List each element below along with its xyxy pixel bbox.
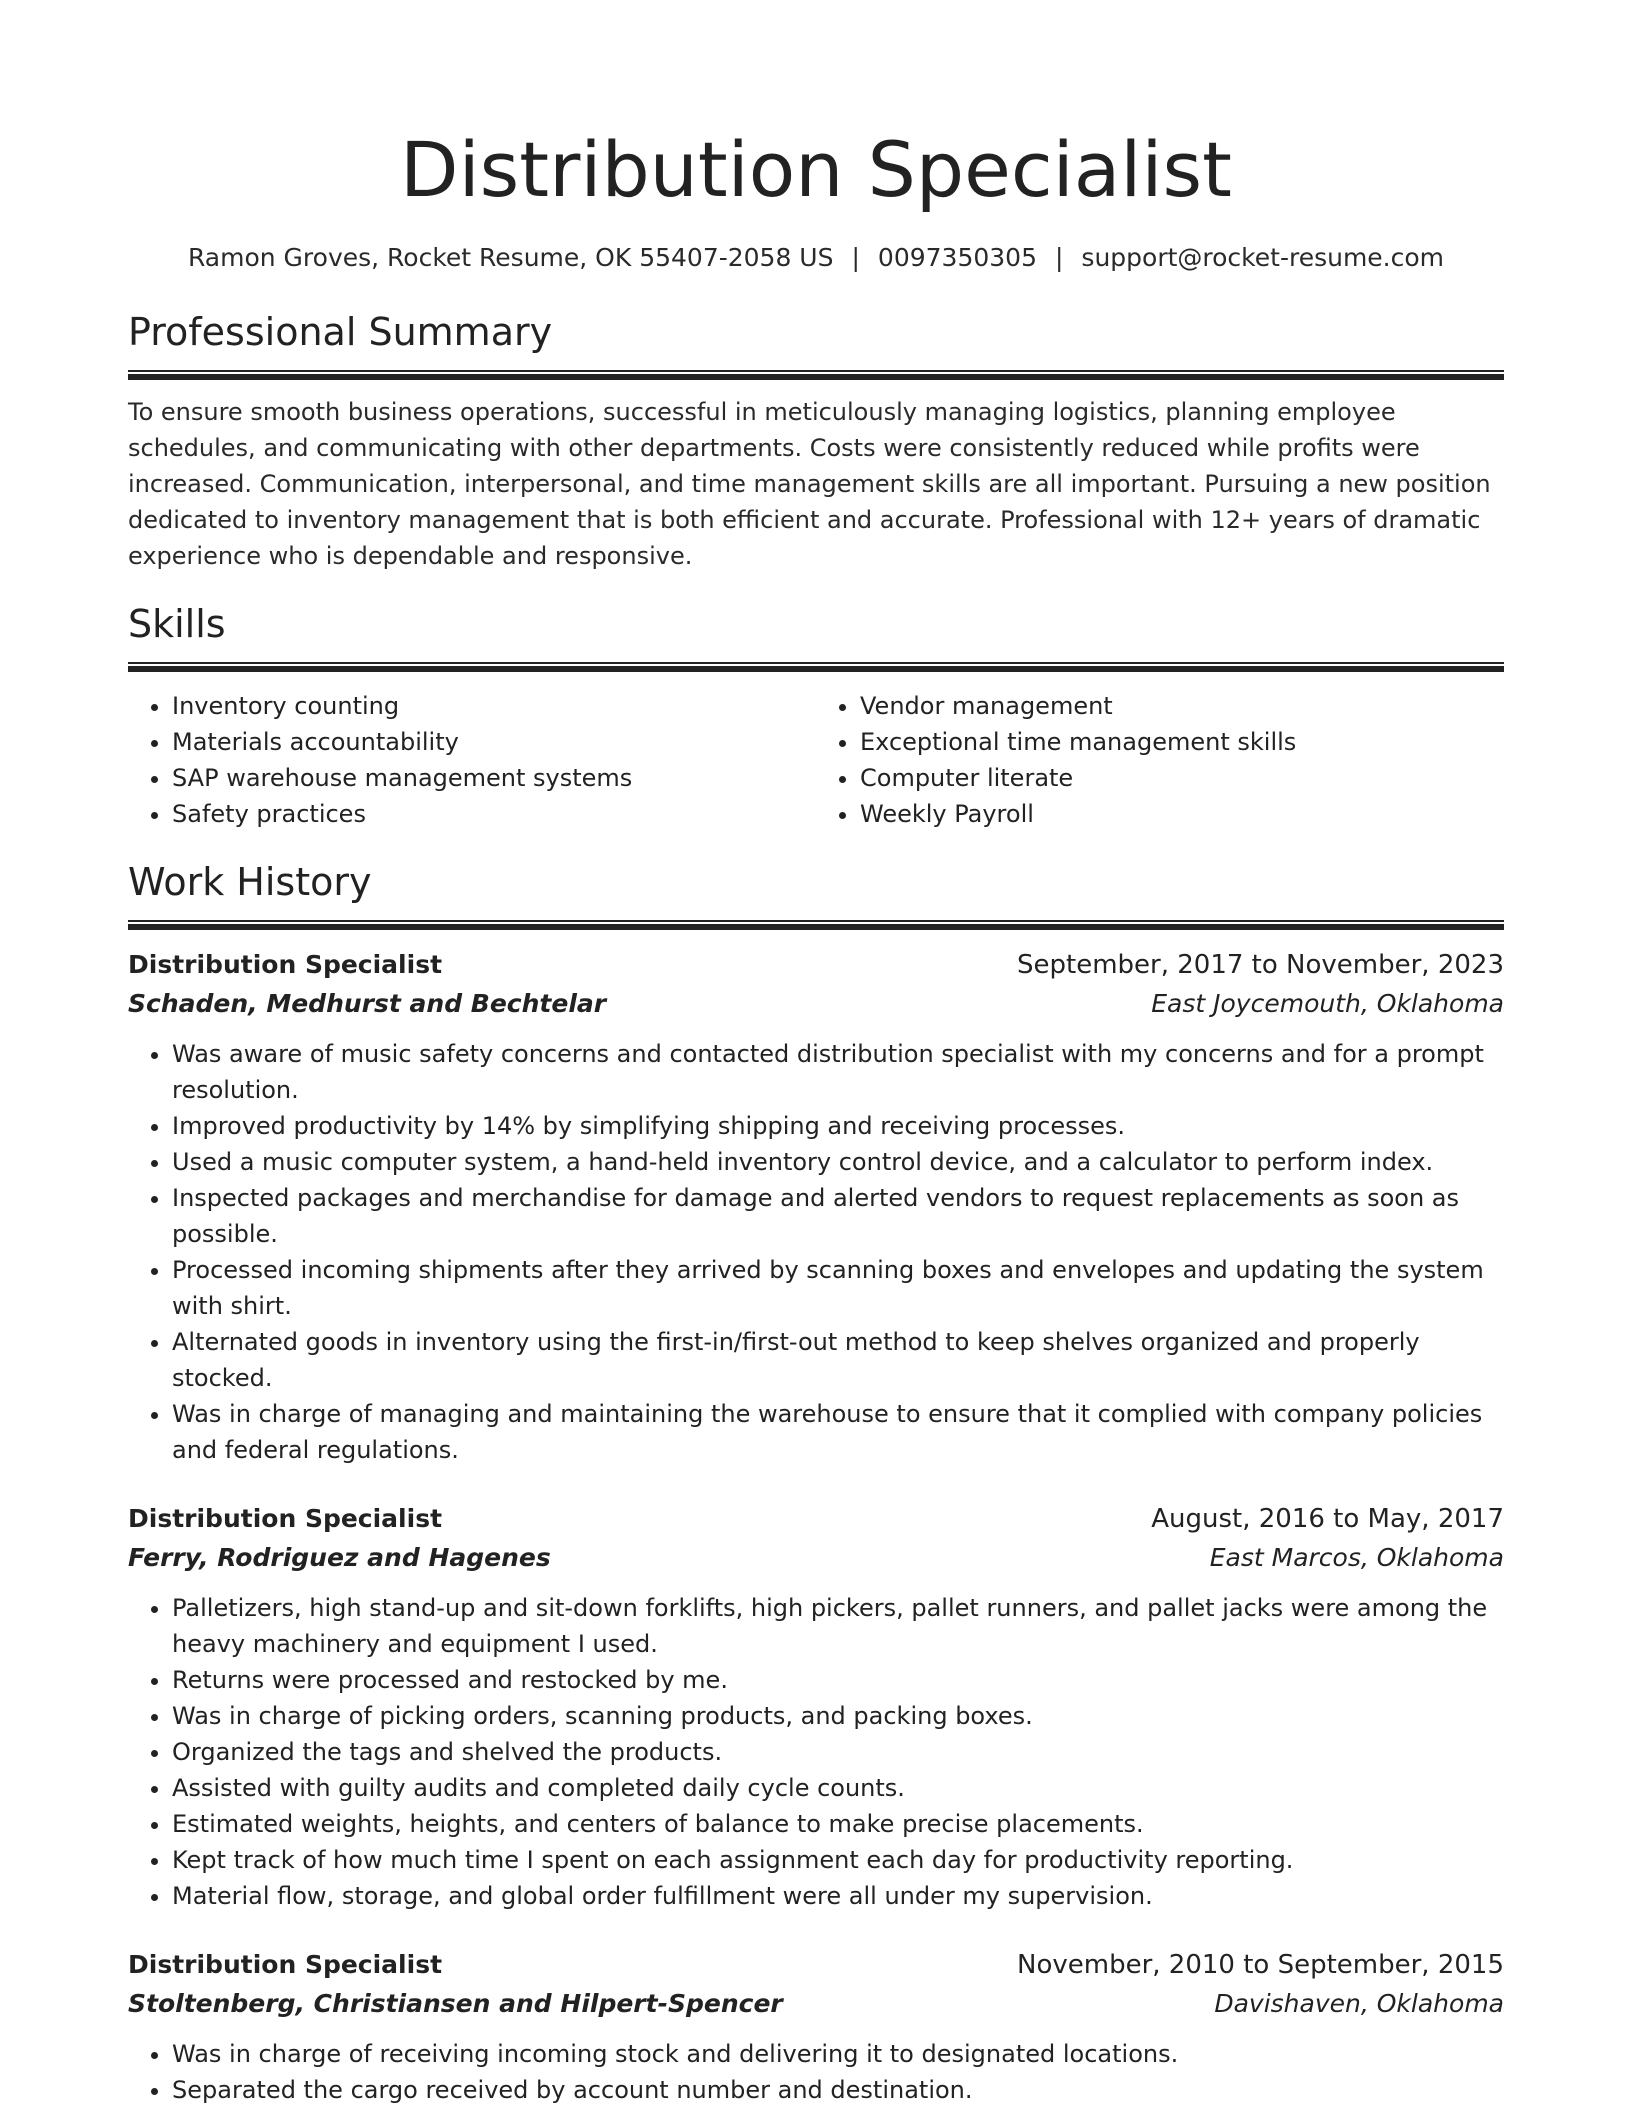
job-location: East Joycemouth, Oklahoma <box>1151 989 1504 1018</box>
skill-item: • Computer literate <box>860 760 1504 796</box>
job-title: Distribution Specialist <box>128 1950 443 1979</box>
job-header <box>128 1500 1504 1538</box>
job-bullets <box>128 1590 1504 1914</box>
job-dates: September, 2017 to November, 2023 <box>1017 950 1504 980</box>
job-location: East Marcos, Oklahoma <box>1209 1543 1504 1572</box>
skills-heading: Skills <box>128 602 226 646</box>
skill-item: • Weekly Payroll <box>860 796 1504 832</box>
skills-column-right <box>816 688 1504 832</box>
job-dates: November, 2010 to September, 2015 <box>1017 1950 1504 1980</box>
job-subheader <box>128 1538 1504 1578</box>
resume-page <box>128 120 1504 2108</box>
contact-email: support@rocket-resume.com <box>1081 243 1445 272</box>
job-entry <box>128 1500 1504 1914</box>
job-bullet: • Returns were processed and restocked by me. <box>172 1662 1504 1698</box>
job-subheader <box>128 984 1504 1024</box>
job-bullet: • Assisted with guilty audits and completed daily cycle counts. <box>172 1770 1504 1806</box>
section-divider <box>128 662 1504 672</box>
job-title: Distribution Specialist <box>128 950 443 979</box>
skills-list <box>128 688 1504 832</box>
job-company: Ferry, Rodriguez and Hagenes <box>128 1543 551 1572</box>
job-bullet: • Was in charge of picking orders, scanning products, and packing boxes. <box>172 1698 1504 1734</box>
summary-text: To ensure smooth business operations, successful in meticulously managing logistics, planning employee schedules, and communicating with other departments. Costs were consistently reduced while profits were increased. Communication, interpersonal, and time management skills are all important. Pursuing a new position dedicated to inventory management that is both efficient and accurate. Professional with 12+ years of dramatic experience who is dependable and responsive. <box>128 398 1491 570</box>
job-bullet: • Palletizers, high stand-up and sit-down forklifts, high pickers, pallet runners, and pallet jacks were among the heavy machinery and equipment I used. <box>172 1590 1504 1662</box>
job-subheader <box>128 1984 1504 2024</box>
contact-separator: | <box>1054 243 1064 272</box>
contact-separator: | <box>851 243 860 272</box>
job-entry <box>128 1946 1504 2108</box>
job-location: Davishaven, Oklahoma <box>1214 1989 1504 2018</box>
contact-line <box>128 242 1504 274</box>
job-bullet: • Inspected packages and merchandise for damage and alerted vendors to request replacements as soon as possible. <box>172 1180 1504 1252</box>
job-header <box>128 1946 1504 1984</box>
job-bullet: • Alternated goods in inventory using the first-in/first-out method to keep shelves organized and properly stocked. <box>172 1324 1504 1396</box>
contact-address: Ramon Groves, Rocket Resume, OK 55407-2058 US <box>187 243 834 272</box>
job-bullet: • Processed incoming shipments after they arrived by scanning boxes and envelopes and updating the system with shirt. <box>172 1252 1504 1324</box>
document-title: Distribution Specialist <box>400 125 1232 214</box>
job-bullet: • Separated the cargo received by account number and destination. <box>172 2072 1504 2108</box>
job-dates: August, 2016 to May, 2017 <box>1151 1504 1504 1534</box>
job-bullet: • Was in charge of managing and maintaining the warehouse to ensure that it complied with company policies and federal regulations. <box>172 1396 1504 1468</box>
skill-item: • Vendor management <box>860 688 1504 724</box>
work-history-heading: Work History <box>128 860 372 904</box>
job-bullet: • Organized the tags and shelved the products. <box>172 1734 1504 1770</box>
contact-phone: 0097350305 <box>877 243 1037 272</box>
job-entry <box>128 946 1504 1468</box>
job-header <box>128 946 1504 984</box>
job-bullet: • Improved productivity by 14% by simplifying shipping and receiving processes. <box>172 1108 1504 1144</box>
section-divider <box>128 370 1504 380</box>
job-bullets <box>128 1036 1504 1468</box>
job-bullet: • Was in charge of receiving incoming stock and delivering it to designated locations. <box>172 2036 1504 2072</box>
job-company: Schaden, Medhurst and Bechtelar <box>128 989 607 1018</box>
skill-item: • SAP warehouse management systems <box>172 760 816 796</box>
job-company: Stoltenberg, Christiansen and Hilpert-Spencer <box>128 1989 783 2018</box>
job-bullet: • Estimated weights, heights, and centers of balance to make precise placements. <box>172 1806 1504 1842</box>
summary-heading: Professional Summary <box>128 310 553 354</box>
skill-item: • Exceptional time management skills <box>860 724 1504 760</box>
job-bullets <box>128 2036 1504 2108</box>
job-bullet: • Kept track of how much time I spent on each assignment each day for productivity reporting. <box>172 1842 1504 1878</box>
job-title: Distribution Specialist <box>128 1504 443 1533</box>
skill-item: • Materials accountability <box>172 724 816 760</box>
job-bullet: • Material flow, storage, and global order fulfillment were all under my supervision. <box>172 1878 1504 1914</box>
skill-item: • Inventory counting <box>172 688 816 724</box>
job-bullet: • Was aware of music safety concerns and contacted distribution specialist with my concerns and for a prompt resolution. <box>172 1036 1504 1108</box>
skills-column-left <box>128 688 816 832</box>
job-bullet: • Used a music computer system, a hand-held inventory control device, and a calculator to perform index. <box>172 1144 1504 1180</box>
section-divider <box>128 920 1504 930</box>
skill-item: • Safety practices <box>172 796 816 832</box>
